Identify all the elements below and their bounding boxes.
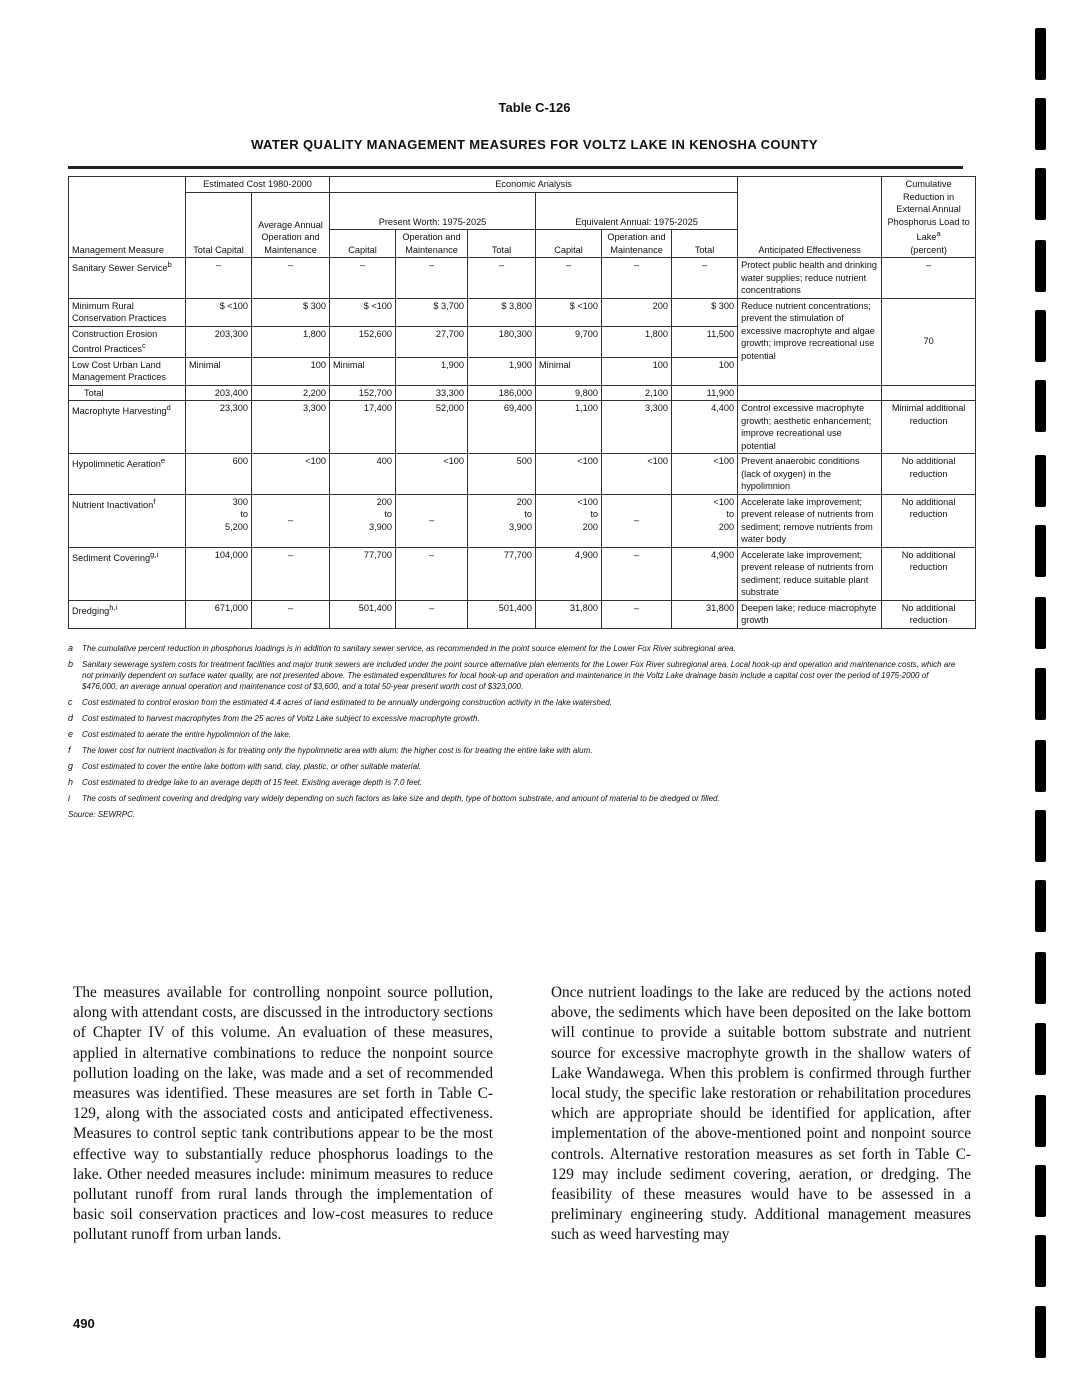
header-ea-om: Operation and Maintenance [602, 230, 672, 258]
footnote-h: h Cost estimated to dredge lake to an average depth of 15 feet. Existing average depth is 7.0 feet. [68, 777, 423, 787]
table-top-rule [68, 166, 963, 169]
scan-mark [1035, 28, 1046, 80]
footnote-i: i The costs of sediment covering and dredging vary widely depending on such factors as lake size and depth, type of bottom substrate, and amount of material to be dredged or filled. [68, 793, 720, 803]
table-source: Source: SEWRPC. [68, 810, 136, 819]
scan-mark [1035, 525, 1046, 577]
scan-mark [1035, 810, 1046, 862]
body-text-right-column: Once nutrient loadings to the lake are reduced by the actions noted above, the sediments which have been deposited on the lake bottom will continue to provide a suitable bottom substrate and nutrient source for excessive macrophyte growth in the shallow waters of Lake Wandawega. When this problem is confirmed through further local study, the specific lake restoration or rehabilitation procedures which are appropriate should be identified for application, after implementation of the above-mentioned point and nonpoint source controls. Alternative restoration measures as set forth in Table C-129 may include sediment covering, aeration, or dredging. The feasibility of these measures would have to be assessed in a preliminary engineering study. Additional management measures such as weed harvesting may [551, 984, 971, 1244]
header-estimated-cost: Estimated Cost 1980-2000 [186, 177, 330, 193]
body-text-left-column: The measures available for controlling nonpoint source pollution, along with attendant costs, are discussed in the introductory sections of Chapter IV of this volume. An evaluation of these measures, applied in alternative combinations to reduce the nonpoint source pollution loading on the lake, was made and a set of recommended measures was identified. These measures are set forth in Table C-129, along with the associated costs and anticipated effectiveness. Measures to control septic tank contributions appear to be the most effective way to substantially reduce phosphorus loadings to the lake. Other needed measures include: minimum measures to reduce pollutant runoff from rural lands through the implementation of basic soil conservation practices and low-cost measures to reduce pollutant runoff from urban lands. [73, 984, 493, 1244]
table-subtitle: WATER QUALITY MANAGEMENT MEASURES FOR VOLTZ LAKE IN KENOSHA COUNTY [251, 137, 818, 152]
table-row: Low Cost Urban Land Management Practices Minimal 100 Minimal 1,900 1,900 Minimal 100 100 [69, 357, 976, 385]
header-anticipated-effectiveness: Anticipated Effectiveness [738, 177, 882, 258]
footnote-f: f The lower cost for nutrient inactivation is for treating only the hypolimnetic area with alum; the higher cost is for treating the entire lake with alum. [68, 745, 593, 755]
group-reduction: 70 [882, 298, 976, 385]
header-management-measure: Management Measure [69, 177, 186, 258]
header-pw-capital: Capital [330, 230, 396, 258]
table-row: Construction Erosion Control Practices$^c$ 203,300 1,800 152,600 27,700 180,300 9,700 1,800 11,500 [69, 326, 976, 357]
header-economic-analysis: Economic Analysis [330, 177, 738, 193]
management-measures-table [68, 176, 976, 629]
table-row: Sanitary Sewer Service$^b$ – – – – – – – – Protect public health and drinking water supplies; reduce nutrient concentrations – [69, 258, 976, 299]
scan-mark [1035, 1095, 1046, 1147]
header-pw-total: Total [468, 230, 536, 258]
header-ea-total: Total [672, 230, 738, 258]
scan-mark [1035, 380, 1046, 432]
table-row-total: Total 203,400 2,200 152,700 33,300 186,000 9,800 2,100 11,900 [69, 385, 976, 401]
scan-mark [1035, 1235, 1046, 1287]
header-avg-annual-om: Average Annual Operation and Maintenance [252, 192, 330, 258]
scan-mark [1035, 455, 1046, 507]
footnote-d: d Cost estimated to harvest macrophytes from the 25 acres of Voltz Lake subject to excessive macrophyte growth. [68, 713, 480, 723]
page-number: 490 [73, 1316, 95, 1331]
scan-mark [1035, 952, 1046, 1004]
scan-mark [1035, 240, 1046, 292]
table-row: Macrophyte Harvesting$^d$ 23,300 3,300 17,400 52,000 69,400 1,100 3,300 4,400 Control excessive macrophyte growth; aesthetic enhancement; improve recreational use potential Minimal additional reduction [69, 401, 976, 454]
scan-mark [1035, 740, 1046, 792]
footnotes [68, 643, 963, 820]
footnote-e: e Cost estimated to aerate the entire hypolimnion of the lake. [68, 729, 292, 739]
footnote-b: b Sanitary sewerage system costs for treatment facilities and major trunk sewers are included under the point source alternative plan elements for the Lower Fox River subregional area. Local hook-up and operation and maintenance costs, which are not primarily dependent on surface water quality, are not presented above. The estimated expenditures for local hook-up and operation and maintenance in the Voltz Lake drainage basin include a capital cost over the period of 1975-2000 of $476,000, an average annual operation and maintenance cost of $3,600, and a total 50-year present worth cost of $323,000. [68, 659, 956, 691]
footnote-c: c Cost estimated to control erosion from the estimated 4.4 acres of land estimated to be annually undergoing construction activity in the lake watershed. [68, 697, 613, 707]
margin-scan-marks [1035, 0, 1055, 1380]
table-row: Sediment Covering$^{g,i}$ 104,000 – 77,700 – 77,700 4,900 – 4,900 Accelerate lake improvement; prevent release of nutrients from sediment; reduce suitable plant substrate No additional reduction [69, 547, 976, 600]
scan-mark [1035, 668, 1046, 720]
footnote-g: g Cost estimated to cover the entire lake bottom with sand, clay, plastic, or other suitable material. [68, 761, 422, 771]
scan-mark [1035, 1165, 1046, 1217]
footnote-a: a The cumulative percent reduction in phosphorus loadings is in addition to sanitary sewer service, as recommended in the point source element for the Lower Fox River subregional area. [68, 643, 736, 653]
header-cumulative-reduction: Cumulative Reduction in External Annual Phosphorus Load to Lake$^a$ (percent) [882, 177, 976, 258]
table-title: Table C-126 [498, 100, 571, 115]
scan-mark [1035, 1306, 1046, 1358]
scan-mark [1035, 310, 1046, 362]
scan-mark [1035, 880, 1046, 932]
header-pw-om: Operation and Maintenance [396, 230, 468, 258]
header-present-worth: Present Worth: 1975-2025 [330, 192, 536, 230]
table-row: Hypolimnetic Aeration$^e$ 600 <100 400 <100 500 <100 <100 <100 Prevent anaerobic conditions (lack of oxygen) in the hypolimnion No additional reduction [69, 454, 976, 495]
scan-mark [1035, 168, 1046, 220]
table-row: Dredging$^{h,i}$ 671,000 – 501,400 – 501,400 31,800 – 31,800 Deepen lake; reduce macrophyte growth No additional reduction [69, 600, 976, 628]
table-row: Nutrient Inactivation$^f$ 300 to 5,200 – 200 to 3,900 – 200 to 3,900 <100 to 200 – <100 to 200 Accelerate lake improvement; prevent release of nutrients from sediment; remove nutrients from water body No additional reduction [69, 494, 976, 547]
header-total-capital: Total Capital [186, 192, 252, 258]
header-ea-capital: Capital [536, 230, 602, 258]
table-row: Minimum Rural Conservation Practices $ <100 $ 300 $ <100 $ 3,700 $ 3,800 $ <100 200 $ 300 Reduce nutrient concentrations; prevent the stimulation of excessive macrophyte and algae growth; improve recreational use potential 70 [69, 298, 976, 326]
scan-mark [1035, 98, 1046, 150]
group-effectiveness: Reduce nutrient concentrations; prevent the stimulation of excessive macrophyte and algae growth; improve recreational use potential [738, 298, 882, 385]
scan-mark [1035, 597, 1046, 649]
header-equivalent-annual: Equivalent Annual: 1975-2025 [536, 192, 738, 230]
scan-mark [1035, 1023, 1046, 1075]
